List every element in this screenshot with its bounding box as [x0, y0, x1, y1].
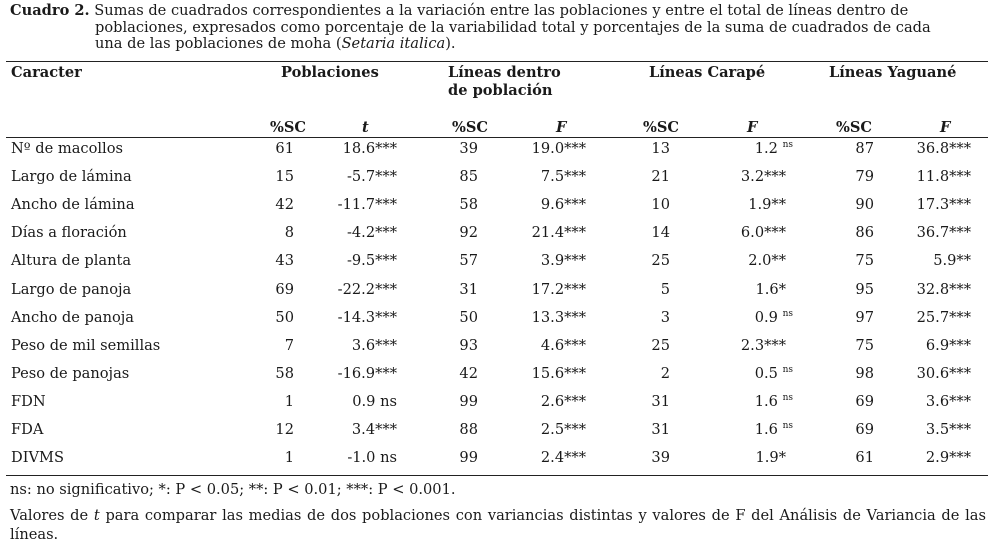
- yaguane-f-cell: 17.3***: [916, 196, 971, 214]
- poblaciones-t-cell: -16.9***: [337, 364, 397, 382]
- table-row: [0, 140, 994, 168]
- poblaciones-sc-cell: 61: [275, 140, 294, 157]
- subheader-yaguane-sc: %SC: [836, 119, 873, 136]
- significance-superscript: ns: [782, 308, 793, 319]
- table-row: [0, 365, 994, 393]
- poblaciones-sc-cell: 42: [275, 196, 294, 214]
- dentro-sc-cell: 99: [459, 449, 478, 467]
- poblaciones-sc-cell: 7: [284, 336, 294, 354]
- subheader-dentro-f: F: [556, 119, 567, 136]
- caracter-cell: Días a floración: [11, 224, 127, 242]
- table-row: [0, 393, 994, 421]
- carape-f-cell: [755, 140, 793, 157]
- yaguane-f-cell: 25.7***: [916, 308, 971, 326]
- footnote-note-before: Valores de: [10, 507, 94, 524]
- carape-f-value: 1.6: [754, 392, 778, 410]
- caption-species: Setaria italica: [341, 35, 446, 52]
- caracter-cell: Nº de macollos: [11, 140, 123, 157]
- poblaciones-t-cell: 18.6***: [342, 140, 397, 157]
- table-row: [0, 196, 994, 224]
- subheader-pob-t: t: [362, 119, 369, 136]
- footnote-note: [10, 506, 986, 544]
- carape-f-cell: 2.0**: [748, 252, 786, 270]
- table-row: [0, 224, 994, 252]
- dentro-sc-cell: 93: [459, 336, 478, 354]
- table-row: [0, 421, 994, 449]
- yaguane-sc-cell: 86: [855, 224, 874, 242]
- poblaciones-sc-cell: 58: [275, 364, 294, 382]
- carape-sc-cell: 31: [651, 392, 670, 410]
- table-row: [0, 281, 994, 309]
- table-row: [0, 337, 994, 365]
- dentro-f-cell: 13.3***: [531, 308, 586, 326]
- caracter-cell: Ancho de lámina: [11, 196, 135, 214]
- poblaciones-sc-cell: 8: [284, 224, 294, 242]
- caption-line-3-after: ).: [445, 35, 456, 52]
- carape-f-cell: 6.0***: [740, 224, 786, 242]
- subheader-pob-sc: %SC: [270, 119, 307, 136]
- dentro-sc-cell: 50: [459, 308, 478, 326]
- yaguane-f-cell: 36.8***: [916, 140, 971, 157]
- carape-f-cell: 3.2***: [740, 168, 786, 186]
- carape-f-value: 0.9: [754, 308, 778, 326]
- yaguane-f-cell: 11.8***: [916, 168, 971, 186]
- carape-f-cell: [755, 309, 793, 326]
- yaguane-sc-cell: 97: [855, 308, 874, 326]
- poblaciones-t-cell: -4.2***: [346, 224, 397, 242]
- caption-line-2: [10, 20, 985, 53]
- yaguane-sc-cell: 69: [855, 421, 874, 438]
- caracter-cell: DIVMS: [11, 449, 64, 467]
- yaguane-sc-cell: 75: [855, 252, 874, 270]
- poblaciones-sc-cell: 1: [284, 392, 294, 410]
- dentro-sc-cell: 92: [459, 224, 478, 242]
- dentro-f-cell: 3.9***: [540, 252, 586, 270]
- poblaciones-sc-cell: 69: [275, 280, 294, 298]
- dentro-f-cell: 2.5***: [540, 421, 586, 438]
- bottom-rule: [6, 475, 988, 476]
- caracter-cell: Largo de panoja: [11, 280, 132, 298]
- header-lineas-yaguane: Líneas Yaguané: [829, 64, 957, 81]
- footnote-note-after: para comparar las medias de dos poblaciones con variancias distintas y valores de F del Análisis de Variancia de las líneas.: [10, 507, 986, 543]
- carape-sc-cell: 21: [651, 168, 670, 186]
- footnote-significance: ns: no significativo; *: P < 0.05; **: P < 0.01; ***: P < 0.001.: [10, 481, 456, 498]
- yaguane-f-cell: 36.7***: [916, 224, 971, 242]
- carape-f-value: 0.5: [754, 364, 778, 382]
- poblaciones-t-cell: -5.7***: [346, 168, 397, 186]
- carape-f-cell: 1.9**: [748, 196, 786, 214]
- carape-sc-cell: 10: [651, 196, 670, 214]
- yaguane-sc-cell: 95: [855, 280, 874, 298]
- carape-f-cell: [755, 393, 793, 410]
- subheader-dentro-sc: %SC: [452, 119, 489, 136]
- dentro-f-cell: 7.5***: [540, 168, 586, 186]
- carape-f-cell: 1.6*: [755, 280, 786, 298]
- caption-line-2-text: poblaciones, expresados como porcentaje de la variabilidad total y porcentajes de la suma de cuadrados de cada: [95, 18, 931, 36]
- caracter-cell: Peso de mil semillas: [11, 336, 161, 354]
- significance-superscript: ns: [782, 421, 793, 431]
- poblaciones-t-cell: 0.9 ns: [352, 392, 397, 410]
- dentro-sc-cell: 88: [459, 421, 478, 438]
- dentro-f-cell: 4.6***: [540, 336, 586, 354]
- yaguane-sc-cell: 90: [855, 196, 874, 214]
- carape-sc-cell: 25: [651, 252, 670, 270]
- poblaciones-sc-cell: 50: [275, 308, 294, 326]
- caracter-cell: FDN: [11, 392, 46, 410]
- yaguane-sc-cell: 61: [855, 449, 874, 467]
- yaguane-sc-cell: 69: [855, 392, 874, 410]
- dentro-sc-cell: 57: [459, 252, 478, 270]
- header-lineas-dentro: [448, 64, 561, 100]
- poblaciones-t-cell: 3.6***: [351, 336, 397, 354]
- header-poblaciones: Poblaciones: [281, 64, 379, 81]
- dentro-sc-cell: 42: [459, 364, 478, 382]
- yaguane-f-cell: 3.5***: [925, 421, 971, 438]
- carape-sc-cell: 3: [660, 308, 670, 326]
- poblaciones-t-cell: -14.3***: [337, 308, 397, 326]
- header-caracter: Caracter: [11, 64, 82, 81]
- dentro-f-cell: 9.6***: [540, 196, 586, 214]
- carape-f-value: 1.6: [754, 421, 778, 438]
- subheader-carape-sc: %SC: [643, 119, 680, 136]
- header-lineas-dentro-line2: de población: [448, 82, 553, 99]
- dentro-f-cell: 21.4***: [531, 224, 586, 242]
- poblaciones-sc-cell: 1: [284, 449, 294, 467]
- poblaciones-t-cell: -9.5***: [346, 252, 397, 270]
- yaguane-sc-cell: 87: [855, 140, 874, 157]
- significance-superscript: ns: [782, 392, 793, 403]
- poblaciones-t-cell: 3.4***: [351, 421, 397, 438]
- caracter-cell: FDA: [11, 421, 44, 438]
- yaguane-sc-cell: 75: [855, 336, 874, 354]
- yaguane-f-cell: 3.6***: [925, 392, 971, 410]
- significance-superscript: ns: [782, 140, 793, 150]
- caption-label: Cuadro 2.: [10, 2, 90, 19]
- header-rule: [6, 137, 988, 138]
- carape-sc-cell: 25: [651, 336, 670, 354]
- poblaciones-t-cell: -1.0 ns: [347, 449, 397, 467]
- subheader-carape-f: F: [747, 119, 758, 136]
- caracter-cell: Altura de planta: [11, 252, 132, 270]
- yaguane-sc-cell: 98: [855, 364, 874, 382]
- yaguane-f-cell: 5.9**: [933, 252, 971, 270]
- poblaciones-sc-cell: 43: [275, 252, 294, 270]
- top-rule: [6, 61, 988, 62]
- carape-sc-cell: 2: [660, 364, 670, 382]
- carape-sc-cell: 13: [651, 140, 670, 157]
- subheader-yaguane-f: F: [940, 119, 951, 136]
- dentro-f-cell: 2.4***: [540, 449, 586, 467]
- table-row: [0, 449, 994, 477]
- dentro-f-cell: 2.6***: [540, 392, 586, 410]
- dentro-sc-cell: 99: [459, 392, 478, 410]
- dentro-sc-cell: 39: [459, 140, 478, 157]
- carape-f-cell: 2.3***: [740, 336, 786, 354]
- dentro-sc-cell: 85: [459, 168, 478, 186]
- significance-superscript: ns: [782, 364, 793, 375]
- dentro-f-cell: 15.6***: [531, 364, 586, 382]
- caracter-cell: Peso de panojas: [11, 364, 130, 382]
- dentro-f-cell: 19.0***: [531, 140, 586, 157]
- caption-line-1: Sumas de cuadrados correspondientes a la variación entre las poblaciones y entre el total de líneas dentro de: [94, 2, 909, 19]
- yaguane-sc-cell: 79: [855, 168, 874, 186]
- carape-f-cell: 1.9*: [755, 449, 786, 467]
- dentro-sc-cell: 58: [459, 196, 478, 214]
- carape-sc-cell: 39: [651, 449, 670, 467]
- table-row: [0, 252, 994, 280]
- table-caption: [10, 3, 985, 53]
- carape-f-cell: [755, 421, 793, 438]
- poblaciones-sc-cell: 12: [275, 421, 294, 438]
- dentro-sc-cell: 31: [459, 280, 478, 298]
- caracter-cell: Largo de lámina: [11, 168, 132, 186]
- table-row: [0, 168, 994, 196]
- yaguane-f-cell: 32.8***: [916, 280, 971, 298]
- carape-f-value: 1.2: [754, 140, 778, 157]
- yaguane-f-cell: 30.6***: [916, 364, 971, 382]
- carape-sc-cell: 5: [660, 280, 670, 298]
- poblaciones-t-cell: -11.7***: [337, 196, 397, 214]
- footnote-note-t: t: [93, 507, 100, 524]
- caption-line-3-before: una de las poblaciones de moha (: [95, 35, 342, 52]
- header-lineas-dentro-line1: Líneas dentro: [448, 64, 561, 81]
- poblaciones-sc-cell: 15: [275, 168, 294, 186]
- carape-sc-cell: 14: [651, 224, 670, 242]
- yaguane-f-cell: 2.9***: [925, 449, 971, 467]
- dentro-f-cell: 17.2***: [531, 280, 586, 298]
- carape-sc-cell: 31: [651, 421, 670, 438]
- table-row: [0, 309, 994, 337]
- poblaciones-t-cell: -22.2***: [337, 280, 397, 298]
- yaguane-f-cell: 6.9***: [925, 336, 971, 354]
- header-lineas-carape: Líneas Carapé: [649, 64, 766, 81]
- caracter-cell: Ancho de panoja: [11, 308, 135, 326]
- carape-f-cell: [755, 365, 793, 382]
